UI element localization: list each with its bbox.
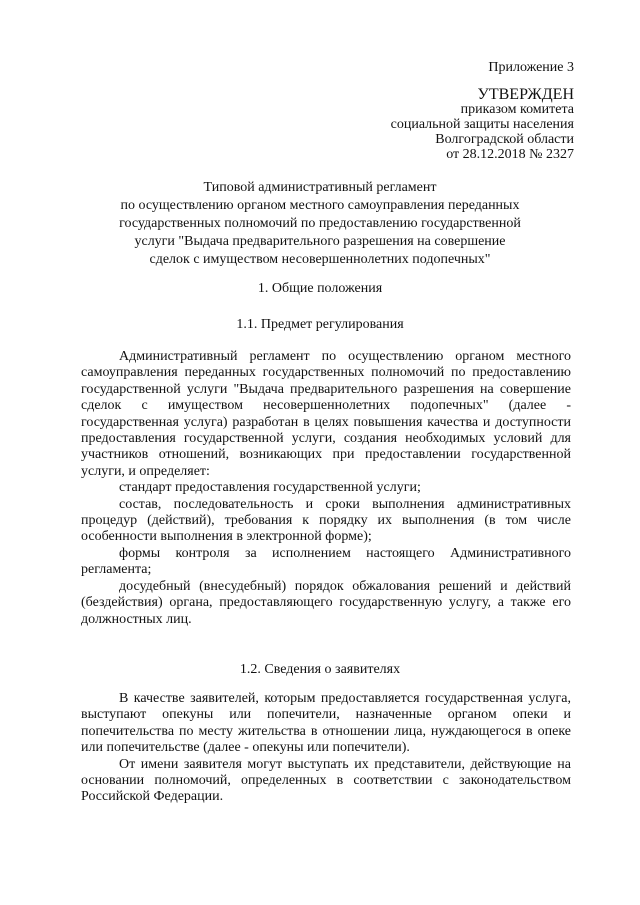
title-line: сделок с имуществом несовершеннолетних подопечных" — [149, 252, 491, 267]
section-heading: 1. Общие положения — [257, 281, 383, 296]
document-title — [80, 179, 560, 269]
paragraph: досудебный (внесудебный) порядок обжалования решений и действий (бездействия) органа, предоставляющего государственную услугу, а также его должностных лиц. — [81, 578, 571, 627]
paragraph: В качестве заявителей, которым предоставляется государственная услуга, выступают опекуны или попечители, назначенные органом опеки и попечительства по месту жительства в отношении лица, нуждающегося в опеке или попечительстве (далее - опекуны или попечители). — [81, 691, 571, 756]
order-line: Волгоградской области — [435, 132, 574, 147]
subsection-heading: 1.2. Сведения о заявителях — [239, 662, 401, 677]
subsection-heading: 1.1. Предмет регулирования — [236, 317, 404, 332]
section-1-1-body — [81, 349, 571, 628]
paragraph: формы контроля за исполнением настоящего Административного регламента; — [81, 545, 571, 578]
title-line: услуги "Выдача предварительного разрешения на совершение — [134, 234, 506, 249]
section-1-2-body — [81, 691, 571, 806]
paragraph: Административный регламент по осуществлению органом местного самоуправления переданных государственных полномочий по предоставлению государственной услуги "Выдача предварительного разрешения на совершение сделок с имуществом несовершеннолетних подопечных" (далее - государственная услуга) разработан в целях повышения качества и доступности предоставления государственной услуги, создания необходимых условий для участников отношений, возникающих при предоставлении государственной услуги, и определяет: — [81, 349, 571, 479]
approval-header — [391, 60, 574, 162]
order-date-number: от 28.12.2018 № 2327 — [446, 147, 574, 162]
order-line: социальной защиты населения — [390, 117, 574, 132]
paragraph: состав, последовательность и сроки выполнения административных процедур (действий), требования к порядку их выполнения (в том числе особенности выполнения в электронной форме); — [81, 496, 571, 545]
title-line: Типовой административный регламент — [203, 180, 437, 195]
approved-label: УТВЕРЖДЕН — [477, 86, 574, 103]
paragraph: стандарт предоставления государственной услуги; — [119, 480, 421, 496]
appendix-label: Приложение 3 — [488, 60, 574, 75]
order-line: приказом комитета — [460, 102, 574, 117]
title-line: государственных полномочий по предоставлению государственной — [119, 216, 521, 231]
paragraph: От имени заявителя могут выступать их представители, действующие на основании полномочий, определенных в соответствии с законодательством Российской Федерации. — [81, 756, 571, 805]
title-line: по осуществлению органом местного самоуправления переданных — [120, 198, 520, 213]
